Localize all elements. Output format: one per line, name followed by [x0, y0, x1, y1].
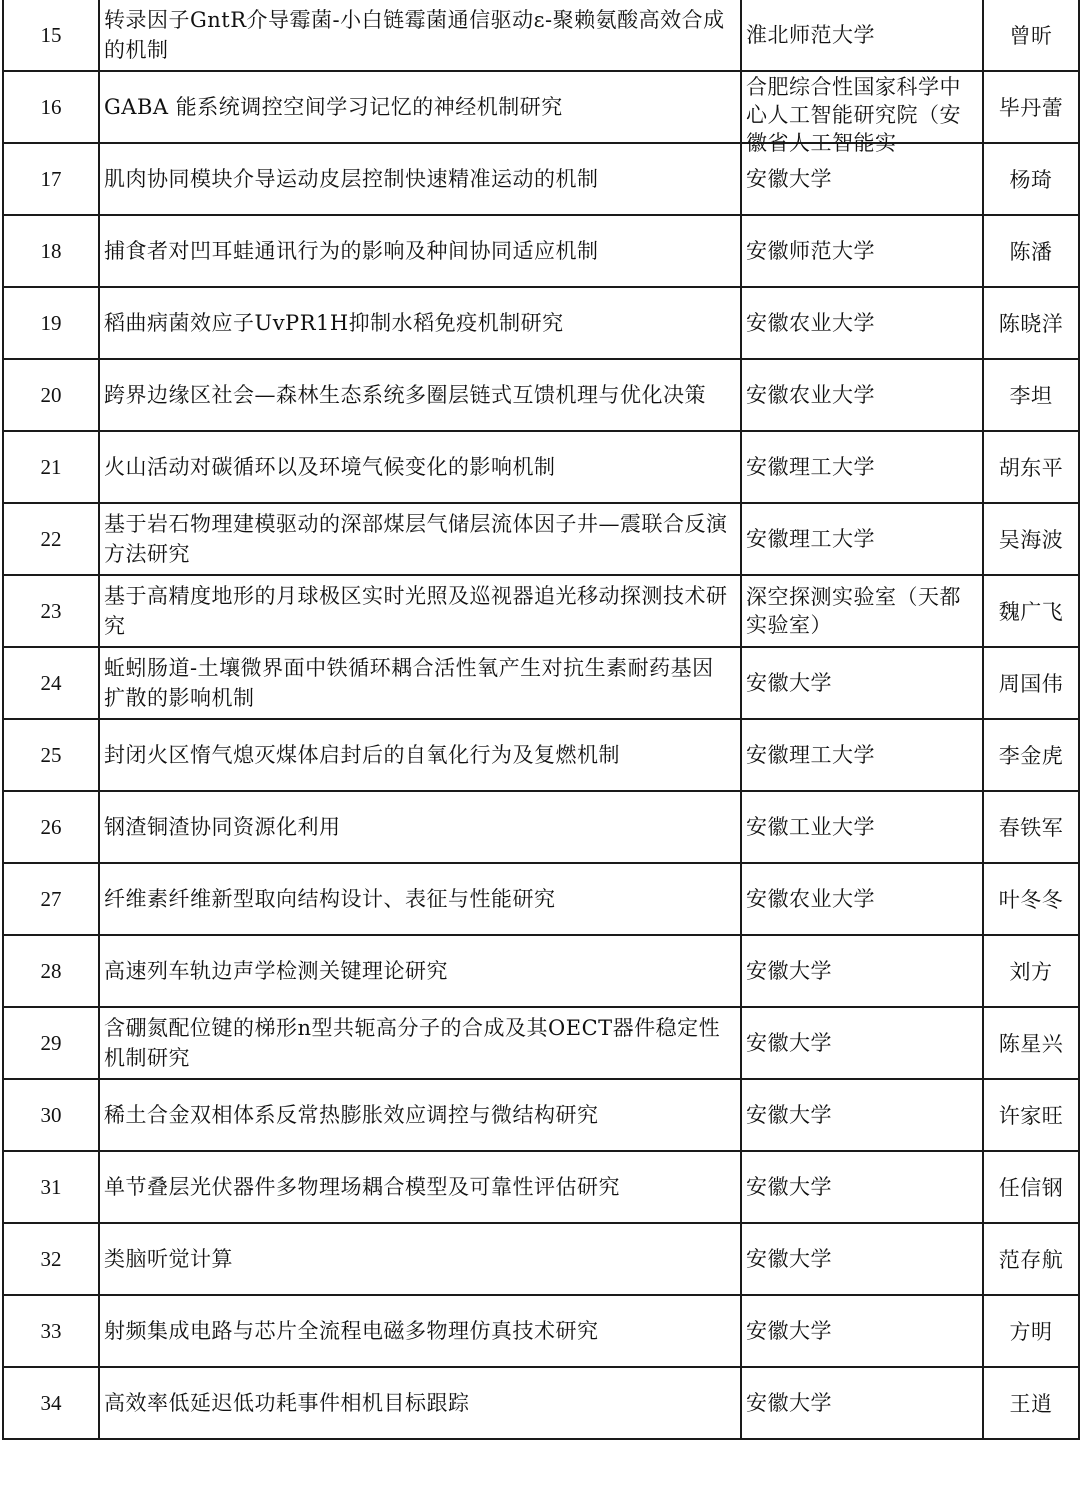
project-title: 封闭火区惰气熄灭煤体启封后的自氧化行为及复燃机制: [99, 719, 741, 791]
row-number: 25: [3, 719, 99, 791]
table-row: [3, 719, 1079, 791]
project-title: 纤维素纤维新型取向结构设计、表征与性能研究: [99, 863, 741, 935]
project-title: 转录因子GntR介导霉菌-小白链霉菌通信驱动ε-聚赖氨酸高效合成的机制: [99, 0, 741, 71]
institution: 安徽农业大学: [741, 863, 983, 935]
row-number: 27: [3, 863, 99, 935]
project-title: 稀土合金双相体系反常热膨胀效应调控与微结构研究: [99, 1079, 741, 1151]
principal-investigator: 李金虎: [983, 719, 1079, 791]
principal-investigator: 陈晓洋: [983, 287, 1079, 359]
project-title: 射频集成电路与芯片全流程电磁多物理仿真技术研究: [99, 1295, 741, 1367]
principal-investigator: 曾昕: [983, 0, 1079, 71]
table-row: [3, 431, 1079, 503]
institution: 安徽大学: [741, 1079, 983, 1151]
table-row: [3, 575, 1079, 647]
project-title: 高速列车轨边声学检测关键理论研究: [99, 935, 741, 1007]
table-row: [3, 71, 1079, 143]
institution: 安徽大学: [741, 647, 983, 719]
table-row: [3, 503, 1079, 575]
project-title: 单节叠层光伏器件多物理场耦合模型及可靠性评估研究: [99, 1151, 741, 1223]
principal-investigator: 范存航: [983, 1223, 1079, 1295]
institution: 深空探测实验室（天都实验室）: [741, 575, 983, 647]
row-number: 30: [3, 1079, 99, 1151]
project-title: 基于岩石物理建模驱动的深部煤层气储层流体因子井—震联合反演方法研究: [99, 503, 741, 575]
institution: 安徽大学: [741, 1223, 983, 1295]
project-title: 捕食者对凹耳蛙通讯行为的影响及种间协同适应机制: [99, 215, 741, 287]
institution: 淮北师范大学: [741, 0, 983, 71]
institution: 安徽大学: [741, 1007, 983, 1079]
table-row: [3, 359, 1079, 431]
row-number: 17: [3, 143, 99, 215]
table-row: [3, 0, 1079, 71]
principal-investigator: 李坦: [983, 359, 1079, 431]
institution: 安徽大学: [741, 1151, 983, 1223]
project-title: GABA 能系统调控空间学习记忆的神经机制研究: [99, 71, 741, 143]
institution: 安徽大学: [741, 143, 983, 215]
institution: 安徽师范大学: [741, 215, 983, 287]
row-number: 22: [3, 503, 99, 575]
principal-investigator: 刘方: [983, 935, 1079, 1007]
table-row: [3, 1151, 1079, 1223]
table-row: [3, 1007, 1079, 1079]
institution: 安徽大学: [741, 1295, 983, 1367]
row-number: 19: [3, 287, 99, 359]
row-number: 28: [3, 935, 99, 1007]
project-title: 类脑听觉计算: [99, 1223, 741, 1295]
principal-investigator: 方明: [983, 1295, 1079, 1367]
principal-investigator: 陈星兴: [983, 1007, 1079, 1079]
project-list-table: [2, 0, 1080, 1440]
principal-investigator: 吴海波: [983, 503, 1079, 575]
row-number: 29: [3, 1007, 99, 1079]
row-number: 15: [3, 0, 99, 71]
principal-investigator: 春铁军: [983, 791, 1079, 863]
project-title: 火山活动对碳循环以及环境气候变化的影响机制: [99, 431, 741, 503]
table-row: [3, 1223, 1079, 1295]
principal-investigator: 任信钢: [983, 1151, 1079, 1223]
project-title: 稻曲病菌效应子UvPR1H抑制水稻免疫机制研究: [99, 287, 741, 359]
project-title: 基于高精度地形的月球极区实时光照及巡视器追光移动探测技术研究: [99, 575, 741, 647]
table-row: [3, 647, 1079, 719]
institution: 合肥综合性国家科学中心人工智能研究院（安徽省人工智能实: [746, 75, 961, 155]
principal-investigator: 陈潘: [983, 215, 1079, 287]
table-row: [3, 935, 1079, 1007]
project-title: 高效率低延迟低功耗事件相机目标跟踪: [99, 1367, 741, 1439]
project-title: 蚯蚓肠道-土壤微界面中铁循环耦合活性氧产生对抗生素耐药基因扩散的影响机制: [99, 647, 741, 719]
principal-investigator: 胡东平: [983, 431, 1079, 503]
table-row: [3, 143, 1079, 215]
table-row: [3, 287, 1079, 359]
project-title: 跨界边缘区社会—森林生态系统多圈层链式互馈机理与优化决策: [99, 359, 741, 431]
row-number: 33: [3, 1295, 99, 1367]
row-number: 20: [3, 359, 99, 431]
table-row: [3, 863, 1079, 935]
table-body: [3, 0, 1079, 1439]
table-row: [3, 791, 1079, 863]
table-row: [3, 1295, 1079, 1367]
principal-investigator: 叶冬冬: [983, 863, 1079, 935]
institution: 安徽理工大学: [741, 431, 983, 503]
institution: 安徽大学: [741, 935, 983, 1007]
row-number: 24: [3, 647, 99, 719]
row-number: 16: [3, 71, 99, 143]
row-number: 34: [3, 1367, 99, 1439]
principal-investigator: 魏广飞: [983, 575, 1079, 647]
institution: 安徽理工大学: [741, 503, 983, 575]
institution: 安徽理工大学: [741, 719, 983, 791]
table-row: [3, 1367, 1079, 1439]
principal-investigator: 许家旺: [983, 1079, 1079, 1151]
institution: 安徽农业大学: [741, 287, 983, 359]
row-number: 18: [3, 215, 99, 287]
row-number: 26: [3, 791, 99, 863]
project-title: 肌肉协同模块介导运动皮层控制快速精准运动的机制: [99, 143, 741, 215]
row-number: 32: [3, 1223, 99, 1295]
table-row: [3, 1079, 1079, 1151]
project-title: 含硼氮配位键的梯形n型共轭高分子的合成及其OECT器件稳定性机制研究: [99, 1007, 741, 1079]
principal-investigator: 周国伟: [983, 647, 1079, 719]
table-row: [3, 215, 1079, 287]
institution: 安徽农业大学: [741, 359, 983, 431]
institution-cell: [741, 71, 983, 155]
institution: 安徽大学: [741, 1367, 983, 1439]
principal-investigator: 王逍: [983, 1367, 1079, 1439]
principal-investigator: 杨琦: [983, 143, 1079, 215]
row-number: 21: [3, 431, 99, 503]
row-number: 23: [3, 575, 99, 647]
project-title: 钢渣铜渣协同资源化利用: [99, 791, 741, 863]
row-number: 31: [3, 1151, 99, 1223]
principal-investigator: 毕丹蕾: [983, 71, 1079, 143]
institution: 安徽工业大学: [741, 791, 983, 863]
